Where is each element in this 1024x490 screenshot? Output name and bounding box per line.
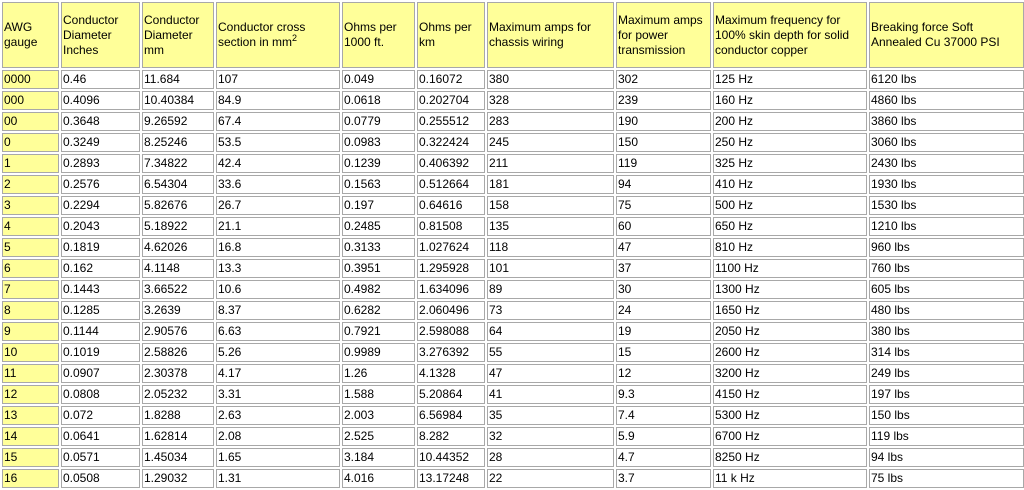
header-max-amps-power: Maximum amps for power transmission (616, 2, 711, 68)
cell-breaking-force: 3060 lbs (869, 133, 1024, 152)
cell-cross-section: 67.4 (216, 112, 340, 131)
cell-max-amps-power: 5.9 (616, 427, 711, 446)
table-row (2, 448, 1024, 467)
cell-diameter-mm: 3.66522 (142, 280, 214, 299)
cell-max-frequency: 500 Hz (713, 196, 867, 215)
cell-breaking-force: 94 lbs (869, 448, 1024, 467)
cell-diameter-mm: 2.05232 (142, 385, 214, 404)
cell-breaking-force: 150 lbs (869, 406, 1024, 425)
cell-breaking-force: 605 lbs (869, 280, 1024, 299)
cell-cross-section: 1.65 (216, 448, 340, 467)
cell-max-amps-chassis: 89 (487, 280, 614, 299)
cell-awg-gauge: 7 (2, 280, 59, 299)
header-cross-section-label: Conductor cross section in mm (218, 20, 306, 49)
cell-cross-section: 21.1 (216, 217, 340, 236)
table-row (2, 70, 1024, 89)
cell-ohms-per-km: 6.56984 (417, 406, 485, 425)
header-ohms-per-km: Ohms per km (417, 2, 485, 68)
cell-ohms-per-km: 0.406392 (417, 154, 485, 173)
cell-cross-section: 2.08 (216, 427, 340, 446)
cell-max-amps-power: 94 (616, 175, 711, 194)
cell-diameter-mm: 5.18922 (142, 217, 214, 236)
cell-max-frequency: 125 Hz (713, 70, 867, 89)
cell-cross-section: 1.31 (216, 469, 340, 488)
table-row (2, 259, 1024, 278)
cell-diameter-inches: 0.0907 (61, 364, 140, 383)
table-row (2, 364, 1024, 383)
cell-ohms-per-km: 1.634096 (417, 280, 485, 299)
cell-ohms-per-km: 0.322424 (417, 133, 485, 152)
cell-ohms-per-km: 1.295928 (417, 259, 485, 278)
cell-cross-section: 53.5 (216, 133, 340, 152)
table-header (2, 2, 1024, 68)
cell-ohms-per-km: 0.81508 (417, 217, 485, 236)
cell-cross-section: 13.3 (216, 259, 340, 278)
cell-diameter-mm: 6.54304 (142, 175, 214, 194)
cell-breaking-force: 249 lbs (869, 364, 1024, 383)
cell-max-amps-chassis: 135 (487, 217, 614, 236)
cell-ohms-per-1000ft: 0.4982 (342, 280, 415, 299)
cell-diameter-mm: 4.62026 (142, 238, 214, 257)
cell-max-frequency: 5300 Hz (713, 406, 867, 425)
table-row (2, 343, 1024, 362)
cell-breaking-force: 960 lbs (869, 238, 1024, 257)
cell-diameter-inches: 0.2893 (61, 154, 140, 173)
cell-max-amps-power: 75 (616, 196, 711, 215)
cell-diameter-inches: 0.2576 (61, 175, 140, 194)
cell-ohms-per-1000ft: 0.3133 (342, 238, 415, 257)
cell-max-frequency: 8250 Hz (713, 448, 867, 467)
table-row (2, 385, 1024, 404)
cell-max-amps-power: 150 (616, 133, 711, 152)
cell-max-frequency: 810 Hz (713, 238, 867, 257)
cell-ohms-per-1000ft: 0.0983 (342, 133, 415, 152)
cell-ohms-per-km: 5.20864 (417, 385, 485, 404)
table-row (2, 112, 1024, 131)
cell-breaking-force: 75 lbs (869, 469, 1024, 488)
cell-diameter-inches: 0.1285 (61, 301, 140, 320)
cell-ohms-per-1000ft: 0.7921 (342, 322, 415, 341)
cell-ohms-per-1000ft: 0.1563 (342, 175, 415, 194)
cell-max-amps-chassis: 64 (487, 322, 614, 341)
cell-max-amps-power: 302 (616, 70, 711, 89)
cell-awg-gauge: 16 (2, 469, 59, 488)
cell-max-amps-power: 47 (616, 238, 711, 257)
cell-diameter-inches: 0.072 (61, 406, 140, 425)
cell-awg-gauge: 6 (2, 259, 59, 278)
cell-ohms-per-1000ft: 0.0618 (342, 91, 415, 110)
table-row (2, 217, 1024, 236)
cell-max-amps-power: 239 (616, 91, 711, 110)
header-breaking-force: Breaking force Soft Annealed Cu 37000 PSI (869, 2, 1024, 68)
cell-max-amps-power: 4.7 (616, 448, 711, 467)
table-row (2, 301, 1024, 320)
cell-cross-section: 2.63 (216, 406, 340, 425)
cell-awg-gauge: 10 (2, 343, 59, 362)
cell-diameter-inches: 0.4096 (61, 91, 140, 110)
cell-diameter-mm: 1.62814 (142, 427, 214, 446)
table-row (2, 427, 1024, 446)
cell-awg-gauge: 15 (2, 448, 59, 467)
cell-max-amps-power: 12 (616, 364, 711, 383)
cell-diameter-mm: 9.26592 (142, 112, 214, 131)
cell-cross-section: 4.17 (216, 364, 340, 383)
cell-ohms-per-km: 13.17248 (417, 469, 485, 488)
header-diameter-mm: Conductor Diameter mm (142, 2, 214, 68)
cell-max-amps-chassis: 55 (487, 343, 614, 362)
cell-breaking-force: 197 lbs (869, 385, 1024, 404)
cell-cross-section: 26.7 (216, 196, 340, 215)
cell-ohms-per-km: 2.060496 (417, 301, 485, 320)
cell-diameter-inches: 0.0808 (61, 385, 140, 404)
cell-diameter-mm: 10.40384 (142, 91, 214, 110)
header-awg-gauge: AWG gauge (2, 2, 59, 68)
cell-diameter-mm: 2.90576 (142, 322, 214, 341)
cell-diameter-mm: 4.1148 (142, 259, 214, 278)
cell-max-amps-power: 3.7 (616, 469, 711, 488)
cell-diameter-inches: 0.2043 (61, 217, 140, 236)
cell-max-amps-power: 60 (616, 217, 711, 236)
header-diameter-inches: Conductor Diameter Inches (61, 2, 140, 68)
cell-ohms-per-1000ft: 2.003 (342, 406, 415, 425)
cell-ohms-per-1000ft: 1.588 (342, 385, 415, 404)
cell-ohms-per-1000ft: 0.0779 (342, 112, 415, 131)
cell-ohms-per-km: 2.598088 (417, 322, 485, 341)
cell-cross-section: 107 (216, 70, 340, 89)
cell-max-amps-power: 15 (616, 343, 711, 362)
header-max-frequency: Maximum frequency for 100% skin depth for solid conductor copper (713, 2, 867, 68)
cell-awg-gauge: 4 (2, 217, 59, 236)
cell-diameter-inches: 0.162 (61, 259, 140, 278)
cell-diameter-mm: 1.45034 (142, 448, 214, 467)
cell-max-amps-chassis: 118 (487, 238, 614, 257)
cell-max-amps-power: 9.3 (616, 385, 711, 404)
cell-max-amps-power: 119 (616, 154, 711, 173)
cell-awg-gauge: 0000 (2, 70, 59, 89)
cell-breaking-force: 760 lbs (869, 259, 1024, 278)
table-row (2, 133, 1024, 152)
cell-max-amps-power: 190 (616, 112, 711, 131)
cell-ohms-per-km: 8.282 (417, 427, 485, 446)
cell-max-amps-chassis: 245 (487, 133, 614, 152)
cell-breaking-force: 2430 lbs (869, 154, 1024, 173)
cell-diameter-mm: 1.29032 (142, 469, 214, 488)
cell-max-frequency: 2050 Hz (713, 322, 867, 341)
cell-diameter-mm: 2.30378 (142, 364, 214, 383)
cell-max-amps-chassis: 158 (487, 196, 614, 215)
cell-awg-gauge: 12 (2, 385, 59, 404)
cell-breaking-force: 1530 lbs (869, 196, 1024, 215)
cell-awg-gauge: 5 (2, 238, 59, 257)
cell-ohms-per-km: 0.512664 (417, 175, 485, 194)
table-row (2, 238, 1024, 257)
cell-max-amps-chassis: 101 (487, 259, 614, 278)
cell-diameter-inches: 0.0641 (61, 427, 140, 446)
cell-diameter-mm: 3.2639 (142, 301, 214, 320)
cell-awg-gauge: 9 (2, 322, 59, 341)
cell-max-frequency: 4150 Hz (713, 385, 867, 404)
table-row (2, 154, 1024, 173)
cell-breaking-force: 6120 lbs (869, 70, 1024, 89)
table-row (2, 91, 1024, 110)
cell-max-frequency: 325 Hz (713, 154, 867, 173)
cell-diameter-mm: 7.34822 (142, 154, 214, 173)
cell-awg-gauge: 0 (2, 133, 59, 152)
cell-cross-section: 16.8 (216, 238, 340, 257)
cell-ohms-per-1000ft: 0.197 (342, 196, 415, 215)
cell-max-frequency: 6700 Hz (713, 427, 867, 446)
cell-ohms-per-km: 0.202704 (417, 91, 485, 110)
cell-ohms-per-1000ft: 1.26 (342, 364, 415, 383)
cell-awg-gauge: 00 (2, 112, 59, 131)
cell-ohms-per-1000ft: 2.525 (342, 427, 415, 446)
cell-max-amps-chassis: 328 (487, 91, 614, 110)
table-row (2, 175, 1024, 194)
cell-max-amps-power: 24 (616, 301, 711, 320)
cell-max-amps-chassis: 41 (487, 385, 614, 404)
cell-max-frequency: 1100 Hz (713, 259, 867, 278)
cell-awg-gauge: 000 (2, 91, 59, 110)
cell-breaking-force: 1210 lbs (869, 217, 1024, 236)
cell-max-frequency: 410 Hz (713, 175, 867, 194)
cell-ohms-per-1000ft: 0.1239 (342, 154, 415, 173)
cell-breaking-force: 3860 lbs (869, 112, 1024, 131)
cell-diameter-inches: 0.2294 (61, 196, 140, 215)
cell-breaking-force: 314 lbs (869, 343, 1024, 362)
cell-diameter-mm: 2.58826 (142, 343, 214, 362)
cell-awg-gauge: 2 (2, 175, 59, 194)
cell-ohms-per-km: 4.1328 (417, 364, 485, 383)
cell-max-amps-chassis: 181 (487, 175, 614, 194)
cell-awg-gauge: 14 (2, 427, 59, 446)
cell-max-amps-chassis: 211 (487, 154, 614, 173)
cell-ohms-per-1000ft: 4.016 (342, 469, 415, 488)
cell-max-amps-power: 7.4 (616, 406, 711, 425)
cell-breaking-force: 119 lbs (869, 427, 1024, 446)
cell-breaking-force: 4860 lbs (869, 91, 1024, 110)
cell-awg-gauge: 11 (2, 364, 59, 383)
cell-awg-gauge: 8 (2, 301, 59, 320)
cell-ohms-per-km: 0.16072 (417, 70, 485, 89)
cell-diameter-inches: 0.1819 (61, 238, 140, 257)
cell-cross-section: 10.6 (216, 280, 340, 299)
cell-cross-section: 6.63 (216, 322, 340, 341)
cell-ohms-per-km: 0.64616 (417, 196, 485, 215)
table-row (2, 280, 1024, 299)
cell-max-frequency: 1300 Hz (713, 280, 867, 299)
cell-cross-section: 42.4 (216, 154, 340, 173)
cell-max-frequency: 650 Hz (713, 217, 867, 236)
cell-diameter-mm: 11.684 (142, 70, 214, 89)
cell-diameter-mm: 5.82676 (142, 196, 214, 215)
cell-ohms-per-1000ft: 0.049 (342, 70, 415, 89)
cell-breaking-force: 380 lbs (869, 322, 1024, 341)
cell-breaking-force: 480 lbs (869, 301, 1024, 320)
cell-max-frequency: 2600 Hz (713, 343, 867, 362)
table-row (2, 196, 1024, 215)
cell-breaking-force: 1930 lbs (869, 175, 1024, 194)
superscript-2: 2 (292, 33, 298, 43)
table-row (2, 322, 1024, 341)
cell-max-amps-chassis: 22 (487, 469, 614, 488)
header-max-amps-chassis: Maximum amps for chassis wiring (487, 2, 614, 68)
cell-ohms-per-1000ft: 3.184 (342, 448, 415, 467)
table-row (2, 406, 1024, 425)
cell-cross-section: 5.26 (216, 343, 340, 362)
cell-ohms-per-km: 10.44352 (417, 448, 485, 467)
cell-cross-section: 3.31 (216, 385, 340, 404)
cell-max-amps-chassis: 73 (487, 301, 614, 320)
cell-max-frequency: 250 Hz (713, 133, 867, 152)
cell-awg-gauge: 3 (2, 196, 59, 215)
cell-max-amps-chassis: 380 (487, 70, 614, 89)
cell-ohms-per-1000ft: 0.3951 (342, 259, 415, 278)
header-cross-section (216, 2, 340, 68)
cell-max-amps-chassis: 35 (487, 406, 614, 425)
cell-max-amps-chassis: 283 (487, 112, 614, 131)
header-row (2, 2, 1024, 68)
cell-diameter-inches: 0.0508 (61, 469, 140, 488)
cell-max-amps-power: 30 (616, 280, 711, 299)
cell-max-amps-chassis: 32 (487, 427, 614, 446)
cell-max-amps-chassis: 28 (487, 448, 614, 467)
cell-diameter-inches: 0.1144 (61, 322, 140, 341)
cell-max-amps-power: 37 (616, 259, 711, 278)
cell-cross-section: 33.6 (216, 175, 340, 194)
cell-ohms-per-km: 3.276392 (417, 343, 485, 362)
cell-diameter-mm: 8.25246 (142, 133, 214, 152)
cell-cross-section: 84.9 (216, 91, 340, 110)
cell-max-frequency: 160 Hz (713, 91, 867, 110)
table-row (2, 469, 1024, 488)
cell-ohms-per-km: 0.255512 (417, 112, 485, 131)
cell-diameter-mm: 1.8288 (142, 406, 214, 425)
cell-awg-gauge: 1 (2, 154, 59, 173)
cell-max-frequency: 11 k Hz (713, 469, 867, 488)
cell-awg-gauge: 13 (2, 406, 59, 425)
cell-ohms-per-1000ft: 0.2485 (342, 217, 415, 236)
cell-ohms-per-km: 1.027624 (417, 238, 485, 257)
cell-diameter-inches: 0.3648 (61, 112, 140, 131)
cell-max-amps-power: 19 (616, 322, 711, 341)
cell-diameter-inches: 0.3249 (61, 133, 140, 152)
cell-diameter-inches: 0.1019 (61, 343, 140, 362)
cell-max-amps-chassis: 47 (487, 364, 614, 383)
cell-max-frequency: 1650 Hz (713, 301, 867, 320)
cell-ohms-per-1000ft: 0.6282 (342, 301, 415, 320)
header-ohms-per-1000ft: Ohms per 1000 ft. (342, 2, 415, 68)
cell-diameter-inches: 0.46 (61, 70, 140, 89)
cell-diameter-inches: 0.0571 (61, 448, 140, 467)
cell-max-frequency: 3200 Hz (713, 364, 867, 383)
table-body (2, 70, 1024, 488)
cell-diameter-inches: 0.1443 (61, 280, 140, 299)
cell-cross-section: 8.37 (216, 301, 340, 320)
cell-max-frequency: 200 Hz (713, 112, 867, 131)
cell-ohms-per-1000ft: 0.9989 (342, 343, 415, 362)
